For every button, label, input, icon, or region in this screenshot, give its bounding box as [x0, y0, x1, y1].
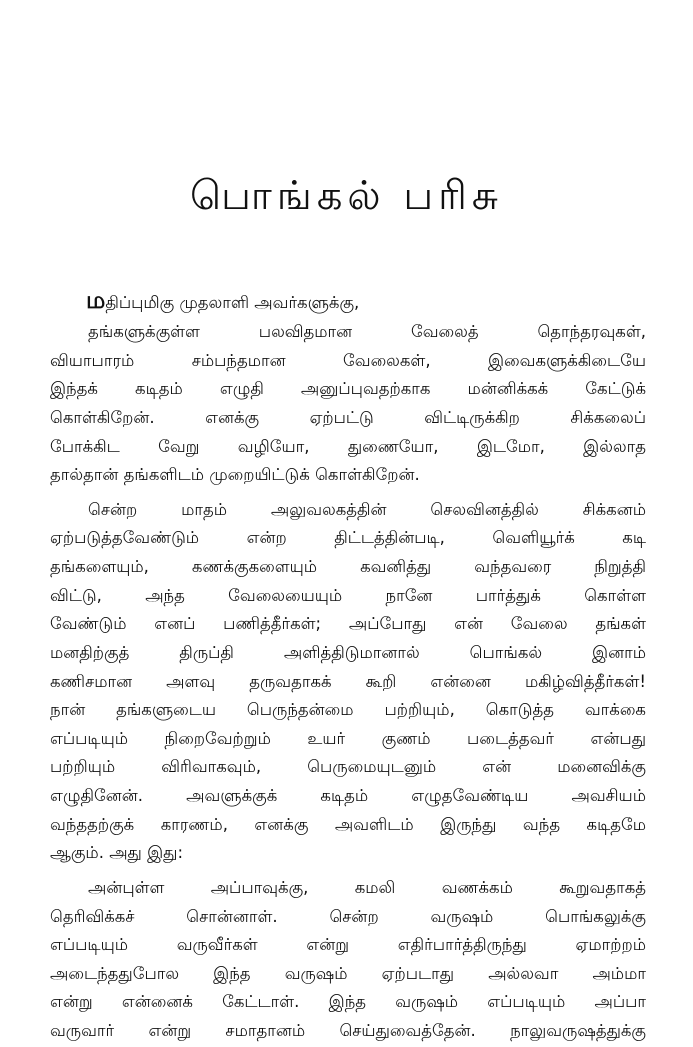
text-line: இந்தக் கடிதம் எழுதி அனுப்புவதற்காக மன்னிக்கக் கேட்டுக்: [50, 379, 646, 398]
text-line: ஆகும். அது இது:: [50, 843, 184, 862]
text-line: எப்படியும் நிறைவேற்றும் உயர் குணம் படைத்தவர் என்பது: [50, 729, 646, 748]
text-line: வேண்டும் எனப் பணித்தீர்கள்; அப்போது என் வேலை தங்கள்: [50, 614, 646, 633]
page-title: பொங்கல் பரிசு: [190, 173, 503, 219]
text-line: அன்புள்ள அப்பாவுக்கு, கமலி வணக்கம் கூறுவதாகத்: [88, 878, 646, 897]
text-line: மனதிற்குத் திருப்தி அளித்திடுமானால் பொங்கல் இனாம்: [50, 643, 646, 662]
text-line: கொள்கிறேன். எனக்கு ஏற்பட்டு விட்டிருக்கிற சிக்கலைப்: [50, 408, 646, 427]
text-line: தால்தான் தங்களிடம் முறையிட்டுக் கொள்கிறேன்.: [50, 465, 420, 484]
text-line: நான் தங்களுடைய பெருந்தன்மை பற்றியும், கொடுத்த வாக்கை: [50, 700, 646, 719]
text-line: அடைந்ததுபோல இந்த வருஷம் ஏற்படாது அல்லவா அம்மா: [50, 964, 646, 983]
text-line: பற்றியும் விரிவாகவும், பெருமையுடனும் என் மனைவிக்கு: [50, 757, 646, 776]
text-line: கணிசமான அளவு தருவதாகக் கூறி என்னை மகிழ்வித்தீர்கள்!: [50, 672, 646, 691]
text-line: சென்ற மாதம் அலுவலகத்தின் செலவினத்தில் சிக்கனம்: [88, 500, 646, 519]
text-line: வருவார் என்று சமாதானம் செய்துவைத்தேன். நாலுவருஷத்துக்கு: [50, 1021, 646, 1040]
salutation-text: திப்புமிகு முதலாளி அவர்களுக்கு,: [105, 293, 360, 312]
text-line: வந்ததற்குக் காரணம், எனக்கு அவளிடம் இருந்து வந்த கடிதமே: [50, 815, 646, 834]
text-line: தங்களுக்குள்ள பலவிதமான வேலைத் தொந்தரவுகள்,: [88, 322, 646, 341]
text-line: எப்படியும் வருவீர்கள் என்று எதிர்பார்த்திருந்து ஏமாற்றம்: [50, 935, 646, 954]
text-line: எழுதினேன். அவளுக்குக் கடிதம் எழுதவேண்டிய அவசியம்: [50, 786, 646, 805]
drop-cap: ம: [86, 286, 106, 314]
text-line: என்று என்னைக் கேட்டாள். இந்த வருஷம் எப்படியும் அப்பா: [50, 992, 646, 1011]
text-line: வியாபாரம் சம்பந்தமான வேலைகள், இவைகளுக்கிடையே: [50, 351, 646, 370]
text-line: தங்களையும், கணக்குகளையும் கவனித்து வந்தவரை நிறுத்தி: [50, 557, 646, 576]
text-line: தெரிவிக்கச் சொன்னாள். சென்ற வருஷம் பொங்கலுக்கு: [50, 907, 646, 926]
text-line: விட்டு, அந்த வேலையையும் நானே பார்த்துக் கொள்ள: [50, 586, 646, 605]
salutation-line: [86, 286, 359, 317]
text-line: போக்கிட வேறு வழியோ, துணையோ, இடமோ, இல்லாத: [50, 437, 646, 456]
text-line: ஏற்படுத்தவேண்டும் என்ற திட்டத்தின்படி, வெளியூர்க் கடி: [50, 528, 646, 547]
